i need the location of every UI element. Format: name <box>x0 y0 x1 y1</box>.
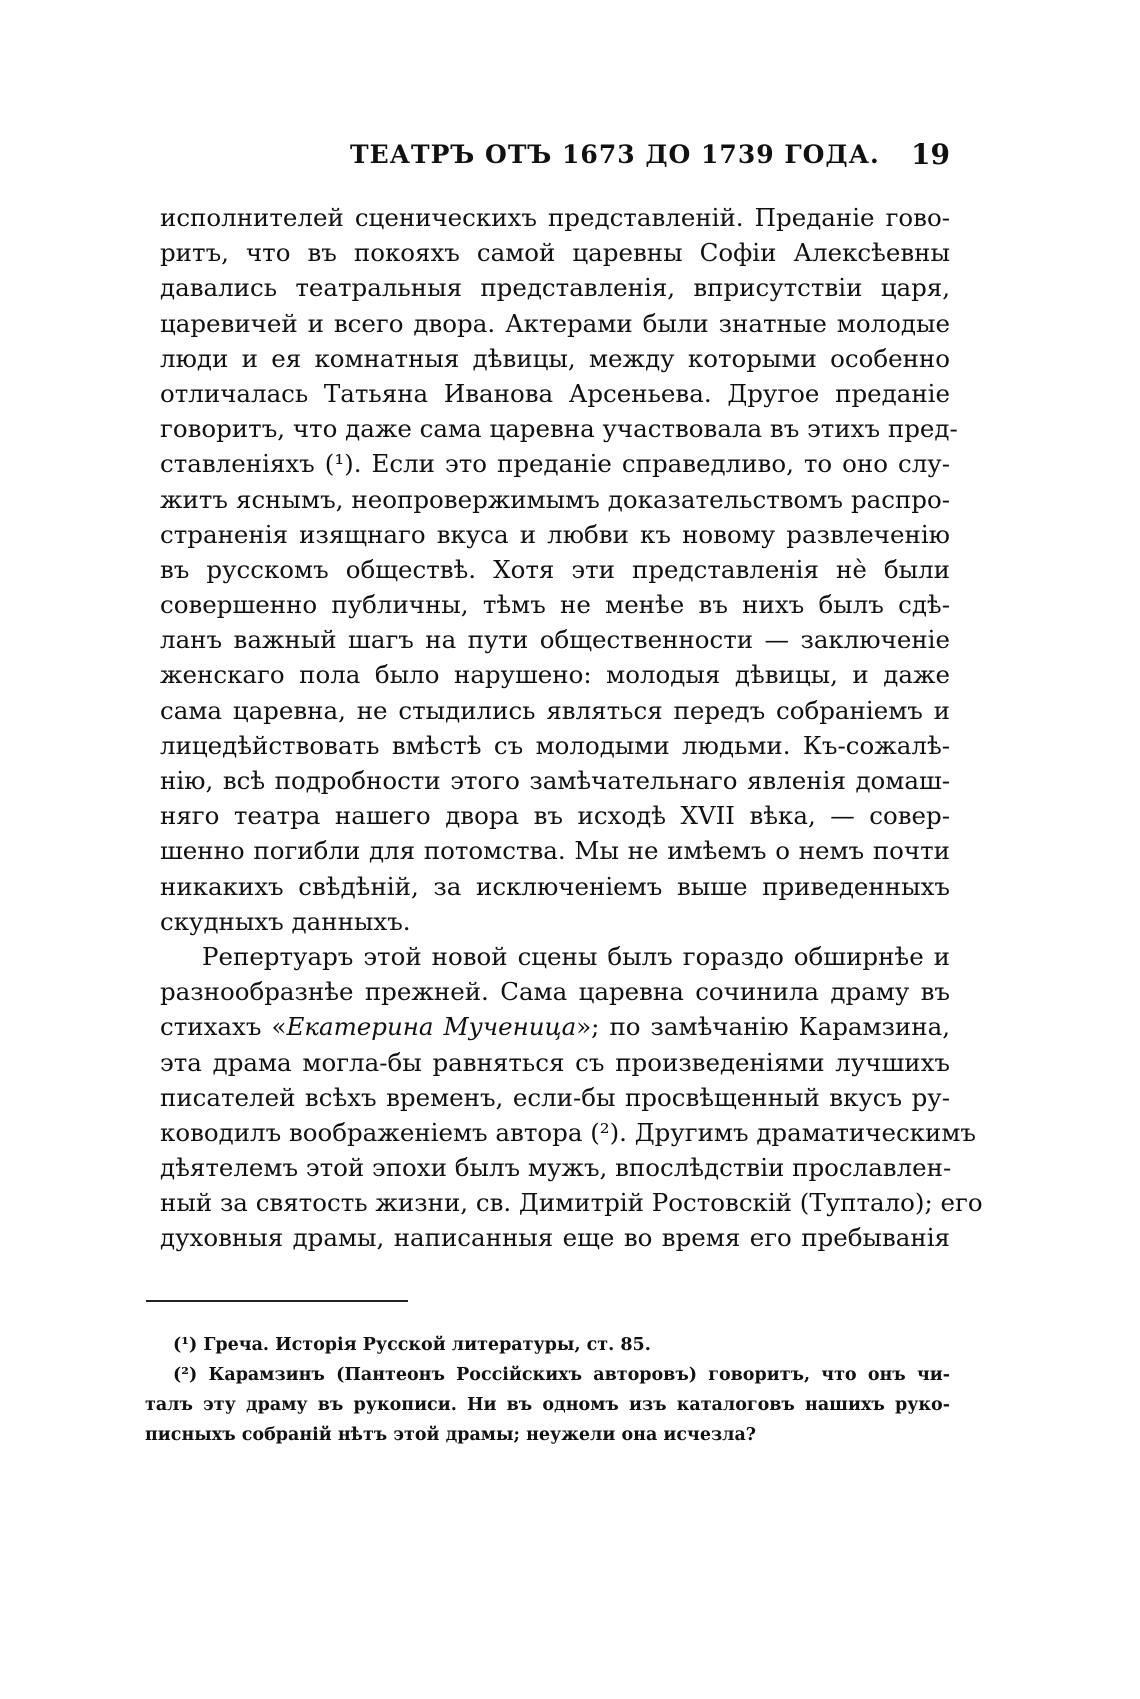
text-line: ководилъ воображеніемъ автора (²). Другимъ драматическимъ <box>160 1117 976 1147</box>
text-line: ставленіяхъ (¹). Если это преданіе справедливо, то оно слу- <box>160 449 950 479</box>
text-line: никакихъ свѣдѣній, за исключеніемъ выше приведенныхъ <box>160 871 950 901</box>
text-line: нію, всѣ подробности этого замѣчательнаго явленія домаш- <box>160 766 950 795</box>
text-segment: стихахъ « <box>160 1012 287 1042</box>
paragraph-1 <box>160 200 958 939</box>
text-line: женскаго пола было нарушено: молодыя дѣвицы, и даже <box>160 660 950 690</box>
footnote-divider <box>146 1300 408 1302</box>
text-line: исполнителей сценическихъ представленій. Преданіе гово- <box>160 203 950 232</box>
footnotes <box>145 1330 950 1450</box>
footnote-2-line: писныхъ собраній нѣтъ этой драмы; неужели она исчезла? <box>145 1425 757 1445</box>
text-line: люди и ея комнатныя дѣвицы, между которыми особенно <box>160 343 950 373</box>
text-line: житъ яснымъ, неопровержимымъ доказательствомъ распро- <box>160 484 950 514</box>
text-line: сама царевна, не стыдились являться передъ собраніемъ и <box>160 695 950 725</box>
running-header <box>160 140 950 180</box>
text-line: духовныя драмы, написанныя еще во время его пребыванія <box>160 1223 950 1253</box>
text-line <box>160 1009 950 1044</box>
text-line: скудныхъ данныхъ. <box>160 906 411 936</box>
text-line: лицедѣйствовать вмѣстѣ съ молодыми людьми. Къ-сожалѣ- <box>160 730 950 760</box>
text-line: Репертуаръ этой новой сцены былъ гораздо обширнѣе и <box>202 941 950 971</box>
text-line: совершенно публичны, тѣмъ не менѣе въ нихъ былъ сдѣ- <box>160 590 950 620</box>
body-text <box>160 200 983 1256</box>
text-segment: »; по замѣчанію Карамзина, <box>576 1012 950 1042</box>
page-number: 19 <box>911 138 950 171</box>
text-line: эта драма могла-бы равняться съ произведеніями лучшихъ <box>160 1047 950 1077</box>
footnote-2-line: талъ эту драму въ рукописи. Ни въ одномъ изъ каталоговъ нашихъ руко- <box>145 1395 950 1415</box>
footnote-2-line: (²) Карамзинъ (Пантеонъ Россійскихъ авторовъ) говоритъ, что онъ чи- <box>173 1365 950 1385</box>
text-line: въ русскомъ обществѣ. Хотя эти представленія нѐ были <box>160 554 950 584</box>
text-line: ный за святость жизни, св. Димитрій Ростовскій (Туптало); его <box>160 1188 983 1218</box>
text-line: царевичей и всего двора. Актерами были знатные молодые <box>160 308 950 338</box>
paragraph-2 <box>160 939 983 1256</box>
text-line: давались театральныя представленія, вприсутствіи царя, <box>160 273 950 303</box>
text-line: дѣятелемъ этой эпохи былъ мужъ, впослѣдствіи прославлен- <box>160 1153 952 1183</box>
text-line: шенно погибли для потомства. Мы не имѣемъ о немъ почти <box>160 836 950 866</box>
text-line: писателей всѣхъ временъ, если-бы просвѣщенный вкусъ ру- <box>160 1082 950 1112</box>
text-line: ритъ, что въ покояхъ самой царевны Софіи Алексѣевны <box>160 238 950 268</box>
text-line: отличалась Татьяна Иванова Арсеньева. Другое преданіе <box>160 378 950 408</box>
text-line: разнообразнѣе прежней. Сама царевна сочинила драму въ <box>160 977 950 1007</box>
footnote-1: (¹) Греча. Исторія Русской литературы, ст. 85. <box>173 1335 651 1355</box>
running-title: ТЕАТРЪ ОТЪ 1673 ДО 1739 ГОДА. <box>350 140 880 169</box>
text-line: няго театра нашего двора въ исходѣ XVII вѣка, — совер- <box>160 801 950 831</box>
text-line: говоритъ, что даже сама царевна участвовала въ этихъ пред- <box>160 414 958 444</box>
play-title: Екатерина Мученица <box>286 1012 577 1042</box>
text-line: страненія изящнаго вкуса и любви къ новому развлеченію <box>160 519 950 549</box>
text-line: ланъ важный шагъ на пути общественности — заключеніе <box>160 625 950 655</box>
